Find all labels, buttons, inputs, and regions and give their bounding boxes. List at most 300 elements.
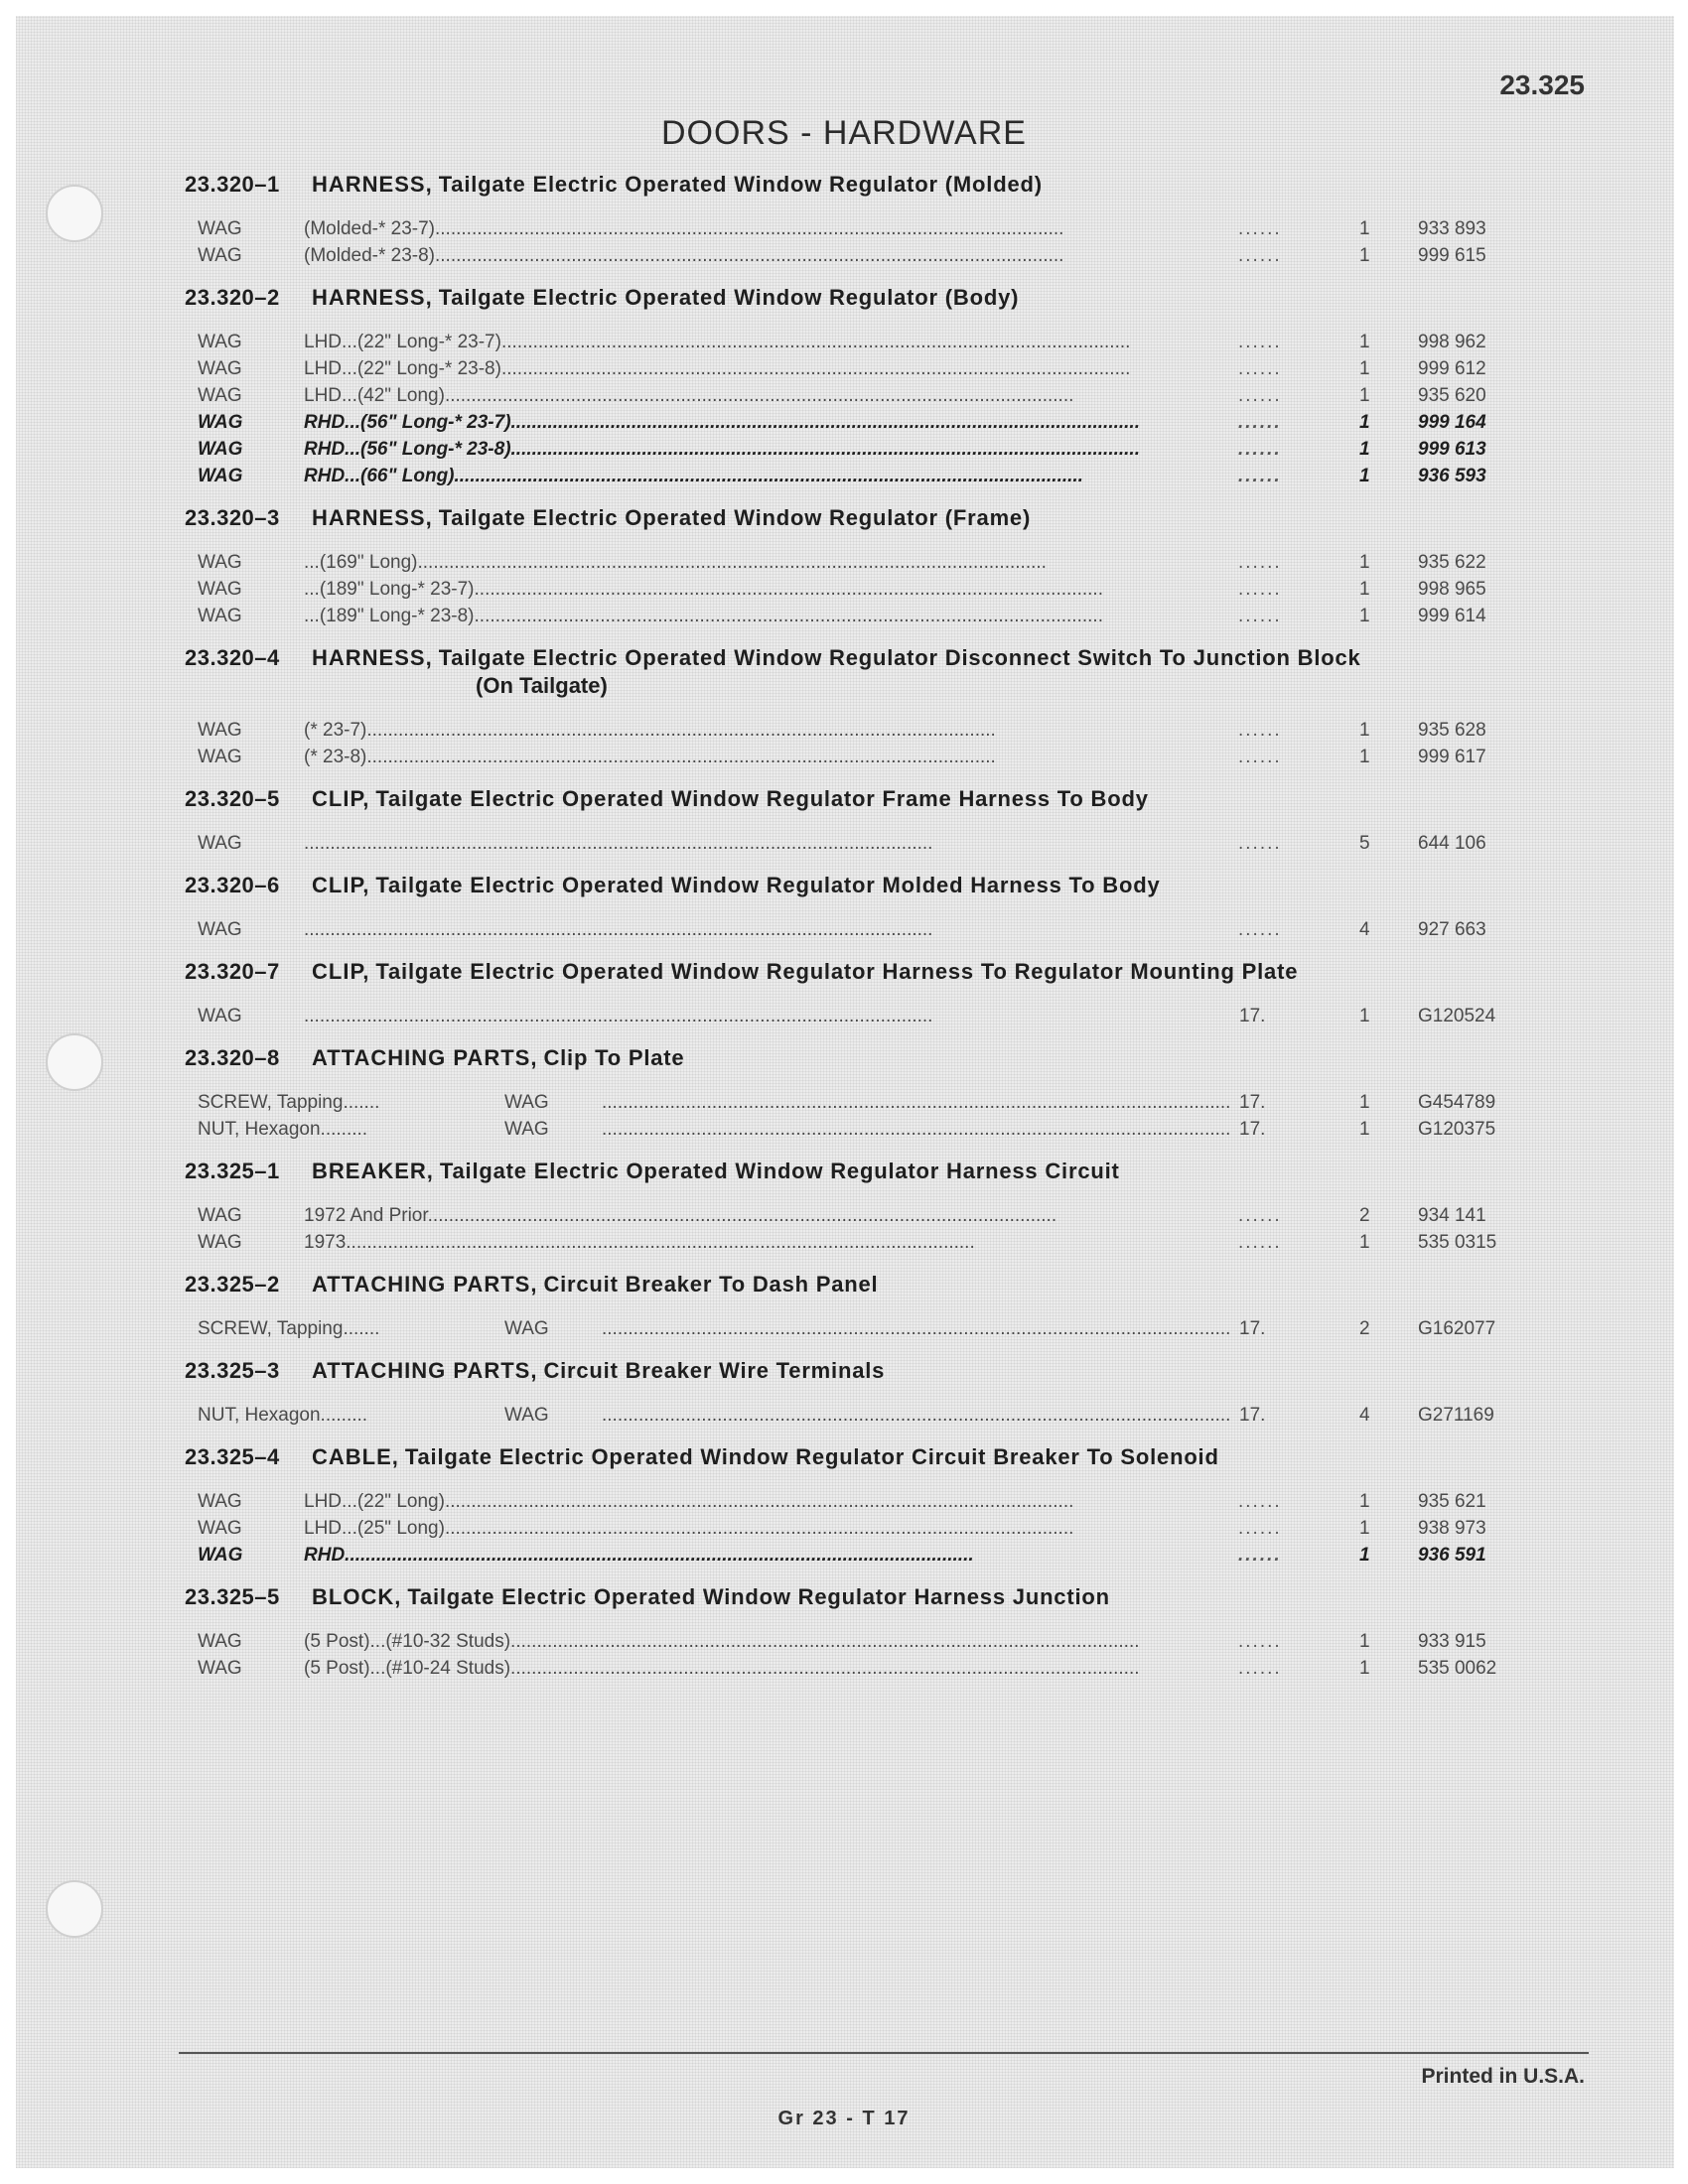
section-items <box>185 1202 1555 1256</box>
leader-dots: ........................................................................................................................ <box>346 1232 975 1253</box>
part-description: Tailgate Electric Operated Window Regulator Harness Junction <box>407 1584 1110 1609</box>
section-heading <box>185 1158 1555 1185</box>
page-title: DOORS - HARDWARE <box>661 114 1027 152</box>
parts-section <box>185 1583 1555 1682</box>
leader-dots: ........................................................................................................................ <box>474 579 1103 600</box>
reference-dots: ...... <box>1238 332 1282 352</box>
model-or-part-name: WAG <box>198 1232 242 1253</box>
model-or-part-name: WAG <box>198 833 242 854</box>
model-or-part-name: WAG <box>198 1006 242 1026</box>
item-code: 23.325–3 <box>185 1358 280 1383</box>
parts-list <box>185 171 1555 1697</box>
spec-text: ...(189" Long-* 23-7) <box>304 579 475 600</box>
spec-text: LHD...(42" Long) <box>304 385 445 406</box>
section-items <box>185 1089 1555 1143</box>
part-noun: ATTACHING PARTS, <box>312 1358 538 1383</box>
part-specification <box>304 329 1267 355</box>
part-noun: HARNESS, <box>312 645 433 670</box>
leader-dots: ........................................................................................................................ <box>366 747 996 767</box>
spec-text: (Molded-* 23-8) <box>304 245 435 266</box>
reference-dots: ...... <box>1238 833 1282 854</box>
part-number: 935 620 <box>1418 385 1486 406</box>
spec-text: LHD...(25" Long) <box>304 1518 445 1539</box>
quantity: 1 <box>1359 552 1370 573</box>
part-number: 999 614 <box>1418 606 1486 626</box>
quantity: 1 <box>1359 1092 1370 1113</box>
quantity: 1 <box>1359 466 1370 486</box>
reference-dots: ...... <box>1238 1631 1282 1652</box>
parts-section <box>185 1271 1555 1342</box>
part-specification <box>304 463 1267 489</box>
part-specification <box>304 1628 1267 1655</box>
part-noun: ATTACHING PARTS, <box>312 1045 538 1070</box>
part-number: 999 613 <box>1418 439 1486 460</box>
quantity: 1 <box>1359 747 1370 767</box>
leader-dots: ........................................................................................................................ <box>474 606 1103 626</box>
part-row <box>185 1315 1555 1342</box>
model-or-part-name: WAG <box>198 1631 242 1652</box>
spec-text: (Molded-* 23-7) <box>304 218 435 239</box>
quantity: 2 <box>1359 1205 1370 1226</box>
part-description: Tailgate Electric Operated Window Regulator Harness Circuit <box>439 1159 1120 1183</box>
part-row <box>185 744 1555 770</box>
reference-dots: ...... <box>1238 466 1282 486</box>
reference-dots: ...... <box>1238 1658 1282 1679</box>
part-noun: ATTACHING PARTS, <box>312 1272 538 1297</box>
part-noun: HARNESS, <box>312 285 433 310</box>
quantity: 1 <box>1359 412 1370 433</box>
parts-section <box>185 785 1555 857</box>
section-items <box>185 1402 1555 1429</box>
item-code: 23.320–8 <box>185 1045 280 1070</box>
reference-dots: ...... <box>1238 720 1282 741</box>
part-number: 535 0315 <box>1418 1232 1497 1253</box>
part-row <box>185 436 1555 463</box>
model-or-part-name: NUT, Hexagon......... <box>198 1119 368 1140</box>
part-specification <box>304 1655 1267 1682</box>
leader-dots: ........................................................................................................................ <box>444 1491 1074 1512</box>
leader-dots: ........................................................................................................................ <box>366 720 996 741</box>
part-number: 927 663 <box>1418 919 1486 940</box>
leader-dots: ........................................................................................................................ <box>304 919 933 940</box>
section-heading <box>185 284 1555 312</box>
illustration-reference: 17. <box>1239 1092 1266 1113</box>
spec-text: (* 23-8) <box>304 747 367 767</box>
section-heading <box>185 171 1555 199</box>
reference-dots: ...... <box>1238 747 1282 767</box>
part-specification <box>304 549 1267 576</box>
part-specification <box>304 242 1267 269</box>
parts-section <box>185 504 1555 629</box>
section-heading <box>185 1357 1555 1385</box>
part-specification <box>304 717 1267 744</box>
item-code: 23.320–3 <box>185 505 280 530</box>
part-number: 999 617 <box>1418 747 1486 767</box>
illustration-reference: 17. <box>1239 1405 1266 1426</box>
item-code: 23.325–1 <box>185 1159 280 1183</box>
part-row <box>185 1003 1555 1029</box>
section-items <box>185 830 1555 857</box>
leader-dots: ........................................................................................................................ <box>510 412 1140 433</box>
part-number: 933 893 <box>1418 218 1486 239</box>
reference-dots: ...... <box>1238 412 1282 433</box>
quantity: 1 <box>1359 1491 1370 1512</box>
reference-dots: ...... <box>1238 358 1282 379</box>
quantity: 1 <box>1359 218 1370 239</box>
part-description: Tailgate Electric Operated Window Regulator Disconnect Switch To Junction Block <box>438 645 1361 670</box>
leader-dots: ........................................................................................................................ <box>435 245 1064 266</box>
binder-hole <box>46 1033 103 1091</box>
spec-text: RHD...(56" Long-* 23-7) <box>304 412 511 433</box>
reference-dots: ...... <box>1238 1545 1282 1566</box>
part-number: G120524 <box>1418 1006 1496 1026</box>
part-number: G271169 <box>1418 1405 1494 1426</box>
part-row <box>185 409 1555 436</box>
parts-section <box>185 872 1555 943</box>
section-items <box>185 1488 1555 1569</box>
part-noun: HARNESS, <box>312 172 433 197</box>
section-heading <box>185 504 1555 532</box>
reference-dots: ...... <box>1238 1205 1282 1226</box>
section-items <box>185 916 1555 943</box>
quantity: 1 <box>1359 385 1370 406</box>
model-or-part-name: WAG <box>198 1491 242 1512</box>
part-specification <box>304 916 1267 943</box>
spec-text: (5 Post)...(#10-32 Studs) <box>304 1631 511 1652</box>
part-row <box>185 355 1555 382</box>
quantity: 1 <box>1359 332 1370 352</box>
leader-dots: ........................................................................................................................ <box>427 1205 1057 1226</box>
model-or-part-name: WAG <box>198 720 242 741</box>
quantity: 1 <box>1359 1518 1370 1539</box>
model-or-part-name: WAG <box>198 1205 242 1226</box>
part-row <box>185 1402 1555 1429</box>
reference-dots: ...... <box>1238 1491 1282 1512</box>
part-number: 999 164 <box>1418 412 1486 433</box>
part-specification <box>602 1089 1267 1116</box>
spec-text: RHD...(66" Long) <box>304 466 455 486</box>
leader-dots: ........................................................................................................................ <box>602 1119 1231 1140</box>
part-row <box>185 1655 1555 1682</box>
part-number: 998 965 <box>1418 579 1486 600</box>
part-description: Clip To Plate <box>543 1045 685 1070</box>
part-row <box>185 603 1555 629</box>
part-number: 935 621 <box>1418 1491 1486 1512</box>
part-row <box>185 830 1555 857</box>
part-row <box>185 1116 1555 1143</box>
item-code: 23.320–1 <box>185 172 280 197</box>
part-number: 644 106 <box>1418 833 1486 854</box>
item-code: 23.325–5 <box>185 1584 280 1609</box>
item-code: 23.320–6 <box>185 873 280 897</box>
leader-dots: ........................................................................................................................ <box>510 439 1140 460</box>
part-specification <box>304 830 1267 857</box>
leader-dots: ........................................................................................................................ <box>500 358 1131 379</box>
model-code: WAG <box>504 1318 549 1339</box>
section-items <box>185 215 1555 269</box>
part-number: 935 622 <box>1418 552 1486 573</box>
part-row <box>185 1229 1555 1256</box>
part-number: 936 593 <box>1418 466 1486 486</box>
leader-dots: ........................................................................................................................ <box>444 385 1074 406</box>
model-or-part-name: WAG <box>198 332 242 352</box>
quantity: 1 <box>1359 1658 1370 1679</box>
part-description: Tailgate Electric Operated Window Regulator Frame Harness To Body <box>375 786 1149 811</box>
reference-dots: ...... <box>1238 245 1282 266</box>
leader-dots: ........................................................................................................................ <box>454 466 1083 486</box>
leader-dots: ........................................................................................................................ <box>602 1405 1231 1426</box>
parts-section <box>185 284 1555 489</box>
part-description: Tailgate Electric Operated Window Regulator (Body) <box>438 285 1020 310</box>
spec-text: (5 Post)...(#10-24 Studs) <box>304 1658 511 1679</box>
part-number: 999 612 <box>1418 358 1486 379</box>
part-description: Circuit Breaker To Dash Panel <box>543 1272 879 1297</box>
section-heading <box>185 1583 1555 1611</box>
parts-section <box>185 958 1555 1029</box>
quantity: 4 <box>1359 1405 1370 1426</box>
item-code: 23.320–7 <box>185 959 280 984</box>
spec-text: RHD...(56" Long-* 23-8) <box>304 439 511 460</box>
part-specification <box>304 382 1267 409</box>
section-items <box>185 329 1555 489</box>
quantity: 1 <box>1359 1006 1370 1026</box>
leader-dots: ........................................................................................................................ <box>345 1545 974 1566</box>
part-specification <box>304 576 1267 603</box>
section-items <box>185 549 1555 629</box>
item-code: 23.325–2 <box>185 1272 280 1297</box>
reference-dots: ...... <box>1238 579 1282 600</box>
model-or-part-name: SCREW, Tapping....... <box>198 1092 380 1113</box>
part-specification <box>304 1003 1267 1029</box>
part-description: Tailgate Electric Operated Window Regulator Molded Harness To Body <box>375 873 1161 897</box>
part-specification <box>304 1488 1267 1515</box>
parts-section <box>185 1357 1555 1429</box>
part-noun: BLOCK, <box>312 1584 402 1609</box>
leader-dots: ........................................................................................................................ <box>417 552 1047 573</box>
reference-dots: ...... <box>1238 1518 1282 1539</box>
reference-dots: ...... <box>1238 606 1282 626</box>
model-or-part-name: WAG <box>198 919 242 940</box>
part-row <box>185 1202 1555 1229</box>
footer-divider <box>179 2052 1589 2054</box>
part-specification <box>304 355 1267 382</box>
part-number: G120375 <box>1418 1119 1496 1140</box>
illustration-reference: 17. <box>1239 1318 1266 1339</box>
binder-hole <box>46 1880 103 1938</box>
item-code: 23.325–4 <box>185 1444 280 1469</box>
parts-section <box>185 644 1555 770</box>
section-items <box>185 1315 1555 1342</box>
section-heading <box>185 785 1555 813</box>
reference-dots: ...... <box>1238 552 1282 573</box>
quantity: 1 <box>1359 1631 1370 1652</box>
leader-dots: ........................................................................................................................ <box>602 1318 1231 1339</box>
page-number: 23.325 <box>1499 69 1585 100</box>
part-specification <box>304 603 1267 629</box>
part-row <box>185 1089 1555 1116</box>
leader-dots: ........................................................................................................................ <box>510 1631 1140 1652</box>
quantity: 1 <box>1359 358 1370 379</box>
part-row <box>185 549 1555 576</box>
parts-section <box>185 171 1555 269</box>
leader-dots: ........................................................................................................................ <box>304 1006 933 1026</box>
part-number: 934 141 <box>1418 1205 1486 1226</box>
part-noun: BREAKER, <box>312 1159 434 1183</box>
quantity: 1 <box>1359 720 1370 741</box>
spec-text: ...(169" Long) <box>304 552 418 573</box>
part-specification <box>304 436 1267 463</box>
part-noun: CLIP, <box>312 959 370 984</box>
section-heading <box>185 1443 1555 1471</box>
section-heading <box>185 1271 1555 1298</box>
quantity: 1 <box>1359 1232 1370 1253</box>
part-specification <box>304 1202 1267 1229</box>
part-number: 933 915 <box>1418 1631 1486 1652</box>
parts-section <box>185 1158 1555 1256</box>
quantity: 2 <box>1359 1318 1370 1339</box>
model-or-part-name: WAG <box>198 412 243 433</box>
model-or-part-name: WAG <box>198 439 243 460</box>
part-number: 938 973 <box>1418 1518 1486 1539</box>
binder-hole <box>46 185 103 242</box>
part-description: Tailgate Electric Operated Window Regulator Circuit Breaker To Solenoid <box>404 1444 1219 1469</box>
model-or-part-name: NUT, Hexagon......... <box>198 1405 368 1426</box>
leader-dots: ........................................................................................................................ <box>500 332 1131 352</box>
part-number: 999 615 <box>1418 245 1486 266</box>
section-heading <box>185 958 1555 986</box>
quantity: 1 <box>1359 579 1370 600</box>
part-row <box>185 215 1555 242</box>
section-items <box>185 1003 1555 1029</box>
model-code: WAG <box>504 1092 549 1113</box>
part-specification <box>304 1229 1267 1256</box>
model-or-part-name: WAG <box>198 1658 242 1679</box>
reference-dots: ...... <box>1238 1232 1282 1253</box>
part-row <box>185 1542 1555 1569</box>
reference-dots: ...... <box>1238 919 1282 940</box>
quantity: 1 <box>1359 1545 1370 1566</box>
part-row <box>185 916 1555 943</box>
spec-text: (* 23-7) <box>304 720 367 741</box>
quantity: 1 <box>1359 245 1370 266</box>
spec-text: LHD...(22" Long-* 23-7) <box>304 332 501 352</box>
part-description-continued: (On Tailgate) <box>476 673 608 698</box>
spec-text: LHD...(22" Long-* 23-8) <box>304 358 501 379</box>
reference-dots: ...... <box>1238 385 1282 406</box>
quantity: 5 <box>1359 833 1370 854</box>
part-row <box>185 382 1555 409</box>
model-or-part-name: WAG <box>198 245 242 266</box>
section-heading <box>185 1044 1555 1072</box>
spec-text: RHD <box>304 1545 346 1566</box>
illustration-reference: 17. <box>1239 1119 1266 1140</box>
spec-text: 1973 <box>304 1232 347 1253</box>
leader-dots: ........................................................................................................................ <box>435 218 1064 239</box>
model-or-part-name: WAG <box>198 466 243 486</box>
leader-dots: ........................................................................................................................ <box>444 1518 1074 1539</box>
part-description: Tailgate Electric Operated Window Regulator Harness To Regulator Mounting Plate <box>375 959 1299 984</box>
part-description: Circuit Breaker Wire Terminals <box>543 1358 886 1383</box>
model-or-part-name: WAG <box>198 579 242 600</box>
section-items <box>185 1628 1555 1682</box>
spec-text: 1972 And Prior <box>304 1205 428 1226</box>
part-specification <box>304 215 1267 242</box>
model-or-part-name: WAG <box>198 606 242 626</box>
part-noun: HARNESS, <box>312 505 433 530</box>
quantity: 1 <box>1359 439 1370 460</box>
model-or-part-name: WAG <box>198 1545 243 1566</box>
part-number: G454789 <box>1418 1092 1496 1113</box>
printed-in-note: Printed in U.S.A. <box>1421 2065 1585 2088</box>
model-or-part-name: WAG <box>198 1518 242 1539</box>
quantity: 1 <box>1359 1119 1370 1140</box>
parts-section <box>185 1443 1555 1569</box>
part-row <box>185 1488 1555 1515</box>
leader-dots: ........................................................................................................................ <box>602 1092 1231 1113</box>
model-or-part-name: WAG <box>198 552 242 573</box>
part-row <box>185 329 1555 355</box>
parts-section <box>185 1044 1555 1143</box>
reference-dots: ...... <box>1238 218 1282 239</box>
model-code: WAG <box>504 1119 549 1140</box>
part-specification <box>602 1116 1267 1143</box>
reference-dots: ...... <box>1238 439 1282 460</box>
part-row <box>185 242 1555 269</box>
part-row <box>185 717 1555 744</box>
part-noun: CABLE, <box>312 1444 399 1469</box>
part-description: Tailgate Electric Operated Window Regulator (Molded) <box>438 172 1043 197</box>
part-number: 535 0062 <box>1418 1658 1497 1679</box>
part-noun: CLIP, <box>312 786 370 811</box>
item-code: 23.320–5 <box>185 786 280 811</box>
item-code: 23.320–4 <box>185 645 280 670</box>
leader-dots: ........................................................................................................................ <box>304 833 933 854</box>
spec-text: ...(189" Long-* 23-8) <box>304 606 475 626</box>
section-items <box>185 717 1555 770</box>
part-row <box>185 576 1555 603</box>
model-or-part-name: WAG <box>198 358 242 379</box>
spec-text: LHD...(22" Long) <box>304 1491 445 1512</box>
model-code: WAG <box>504 1405 549 1426</box>
model-or-part-name: WAG <box>198 218 242 239</box>
section-heading <box>185 872 1555 899</box>
section-heading <box>185 644 1555 700</box>
part-description: Tailgate Electric Operated Window Regulator (Frame) <box>438 505 1032 530</box>
part-specification <box>304 744 1267 770</box>
part-noun: CLIP, <box>312 873 370 897</box>
leader-dots: ........................................................................................................................ <box>510 1658 1140 1679</box>
model-or-part-name: SCREW, Tapping....... <box>198 1318 380 1339</box>
part-specification <box>304 409 1267 436</box>
part-number: 998 962 <box>1418 332 1486 352</box>
part-number: 935 628 <box>1418 720 1486 741</box>
part-row <box>185 1515 1555 1542</box>
part-number: G162077 <box>1418 1318 1496 1339</box>
quantity: 4 <box>1359 919 1370 940</box>
part-specification <box>602 1315 1267 1342</box>
part-row <box>185 1628 1555 1655</box>
model-or-part-name: WAG <box>198 747 242 767</box>
part-specification <box>602 1402 1267 1429</box>
item-code: 23.320–2 <box>185 285 280 310</box>
quantity: 1 <box>1359 606 1370 626</box>
part-row <box>185 463 1555 489</box>
illustration-reference: 17. <box>1239 1006 1266 1026</box>
part-number: 936 591 <box>1418 1545 1486 1566</box>
part-specification <box>304 1515 1267 1542</box>
model-or-part-name: WAG <box>198 385 242 406</box>
part-specification <box>304 1542 1267 1569</box>
